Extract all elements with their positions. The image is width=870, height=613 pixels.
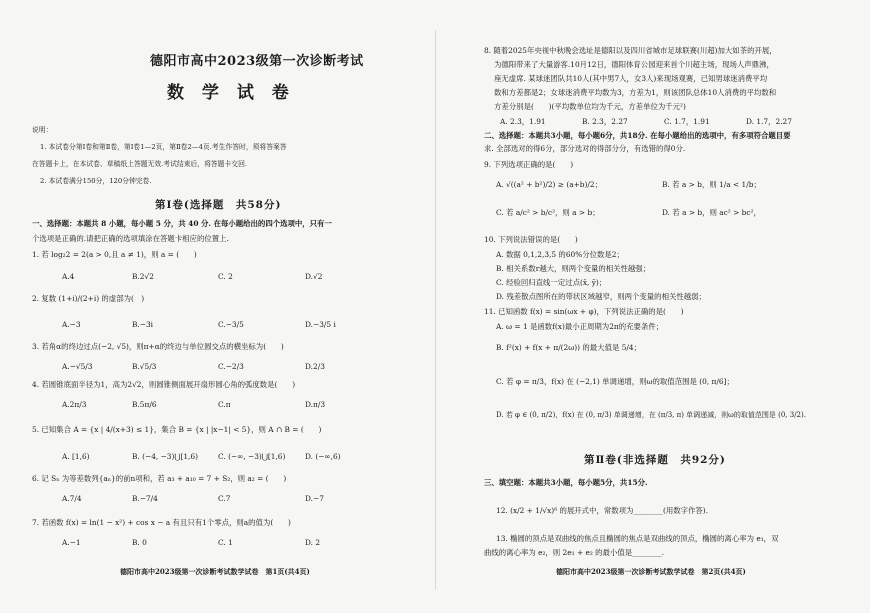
q2-option-b: B.−3i xyxy=(132,320,154,329)
q10-option-b: B. 相关系数r越大，则两个变量的相关性越强； xyxy=(496,264,651,273)
question-7: 7. 若函数 f(x) = ln(1 − x²) + cos x − a 有且只有1个零点，则a的值为( ) xyxy=(32,518,291,527)
q9-option-d: D. 若 a > b，则 ac² > bc²， xyxy=(662,208,761,217)
q5-option-a: A. [1,6) xyxy=(62,452,90,461)
q4-option-d: D.π/3 xyxy=(305,400,326,409)
q7-option-a: A.−1 xyxy=(62,538,81,547)
q3-option-c: C.−2/3 xyxy=(218,362,244,371)
q1-option-d: D.√2 xyxy=(305,272,323,281)
section-2-title: 第Ⅱ卷(非选择题 共92分) xyxy=(584,454,726,466)
q9-option-c: C. 若 a/c² > b/c²，则 a > b； xyxy=(496,208,600,217)
part-2-instructions: 求. 全部选对的得6分，部分选对的得部分分，有选错的得0分. xyxy=(484,144,686,153)
q9-option-a: A. √((a² + b²)/2) ≥ (a+b)/2； xyxy=(496,180,602,189)
question-8-line: 座无虚席. 某球迷团队共10人(其中男7人，女3人)来现场观赛，已知男球迷消费平均 xyxy=(494,74,768,83)
q9-option-b: B. 若 a > b，则 1/a < 1/b； xyxy=(662,180,761,189)
q11-option-a: A. ω = 1 是函数f(x)最小正周期为2π的充要条件； xyxy=(496,322,664,331)
q5-option-c: C. (−∞, −3)⋃[1,6) xyxy=(218,452,286,461)
q4-option-b: B.5π/6 xyxy=(132,400,157,409)
q6-option-b: B.−7/4 xyxy=(132,494,158,503)
q4-option-c: C.π xyxy=(218,400,231,409)
question-6: 6. 记 Sₙ 为等差数列{aₙ}的前n项和，若 a₃ + a₁₀ = 7 + S₂，则 a₂ = ( ) xyxy=(32,474,287,483)
part-3-instructions: 三、填空题：本题共3小题，每小题5分，共15分. xyxy=(484,478,648,487)
subject-title: 数 学 试 卷 xyxy=(167,83,295,103)
q10-option-a: A. 数据 0,1,2,3,5 的60%分位数是2； xyxy=(496,250,624,259)
page-2 xyxy=(436,0,870,613)
q11-option-c: C. 若 φ = π/3，f(x) 在 (−2,1) 单调递增，则ω的取值范围是 (0, π/6]； xyxy=(496,377,734,386)
q6-option-c: C.7 xyxy=(218,494,231,503)
page-footer: 德阳市高中2023级第一次诊断考试数学试卷 第2页(共4页) xyxy=(556,567,746,576)
q8-option-a: A. 2.3，1.91 xyxy=(500,117,546,126)
q7-option-c: C. 1 xyxy=(218,538,233,547)
q3-option-d: D.2/3 xyxy=(305,362,325,371)
question-1: 1. 若 log₂2 = 2(a > 0,且 a ≠ 1)，则 a = ( ) xyxy=(32,250,197,259)
q10-option-c: C. 经验回归直线一定过点(x̄, ȳ)； xyxy=(496,278,607,287)
note-line: 1. 本试卷分第Ⅰ卷和第Ⅱ卷，第Ⅰ卷1—2页，第Ⅱ卷2—4页.考生作答时，须将答案答 xyxy=(40,143,287,151)
exam-title: 德阳市高中2023级第一次诊断考试 xyxy=(150,54,364,69)
q8-option-c: C. 1.7，1.91 xyxy=(664,117,710,126)
note-line: 在答题卡上，在本试卷、草稿纸上答题无效.考试结束后，将答题卡交回. xyxy=(32,160,248,168)
q8-option-d: D. 1.7，2.27 xyxy=(746,117,792,126)
question-10: 10. 下列说法错误的是( ) xyxy=(484,235,578,244)
part-1-instructions: 个选项是正确的.请把正确的选项填涂在答题卡相应的位置上. xyxy=(32,234,229,243)
question-8-line: 为德阳带来了大量游客.10月12日，德阳体育公园迎来首个川超主场，现场人声鼎沸， xyxy=(494,60,774,69)
question-13-line: 曲线的离心率为 e₂，则 2e₁ + e₂ 的最小值是________. xyxy=(484,548,665,557)
note-line: 2. 本试卷满分150分，120分钟完卷. xyxy=(40,177,152,185)
question-11: 11. 已知函数 f(x) = sin(ωx + φ)，下列说法正确的是( ) xyxy=(484,307,684,316)
q10-option-d: D. 残差散点图所在的带状区域越窄，则两个变量的相关性越弱； xyxy=(496,292,706,301)
section-1-title: 第Ⅰ卷(选择题 共58分) xyxy=(155,199,282,211)
q4-option-a: A.2π/3 xyxy=(62,400,87,409)
part-2-instructions: 二、选择题：本题共3小题，每小题6分，共18分. 在每小题给出的选项中，有多项符合题目要 xyxy=(484,131,791,140)
q11-option-b: B. f²(x) + f(x + π/(2ω)) 的最大值是 5/4； xyxy=(496,343,641,352)
q7-option-b: B. 0 xyxy=(132,538,147,547)
q2-option-a: A.−3 xyxy=(62,320,81,329)
q6-option-a: A.7/4 xyxy=(62,494,82,503)
q1-option-a: A.4 xyxy=(62,272,75,281)
q1-option-c: C. 2 xyxy=(218,272,233,281)
q8-option-b: B. 2.3，2.27 xyxy=(582,117,628,126)
q1-option-b: B.2√2 xyxy=(132,272,154,281)
question-12: 12. (x/2 + 1/√x)⁶ 的展开式中，常数项为________(用数字作答). xyxy=(496,506,709,515)
q7-option-d: D. 2 xyxy=(305,538,321,547)
question-4: 4. 若圆锥底面半径为1，高为2√2，则圆锥侧面展开扇形圆心角的弧度数是( ) xyxy=(32,380,296,389)
notes-heading: 说明： xyxy=(32,126,53,134)
q3-option-b: B.√5/3 xyxy=(132,362,157,371)
question-2: 2. 复数 (1+i)/(2+i) 的虚部为( ) xyxy=(32,294,145,303)
q11-option-d: D. 若 φ ∈ (0, π/2)，f(x) 在 (0, π/3) 单调递增，在 (π/3, π) 单调递减，则ω的取值范围是 (0, 3/2). xyxy=(496,411,806,419)
question-8-line: 方差分别是( )(平均数单位均为千元，方差单位为千元²) xyxy=(494,102,686,111)
q2-option-d: D.−3/5 i xyxy=(305,320,336,329)
question-13: 13. 椭圆的顶点是双曲线的焦点且椭圆的焦点是双曲线的顶点，椭圆的离心率为 e₁，双 xyxy=(496,534,779,543)
q6-option-d: D.−7 xyxy=(305,494,324,503)
q2-option-c: C.−3/5 xyxy=(218,320,244,329)
q5-option-d: D. (−∞,6) xyxy=(305,452,341,461)
question-3: 3. 若角α的终边过点(−2, √5)，则π+α的终边与单位圆交点的横坐标为( ) xyxy=(32,342,284,351)
q5-option-b: B. (−4, −3)⋃[1,6) xyxy=(132,452,198,461)
question-5: 5. 已知集合 A = {x | 4/(x+3) ≤ 1}，集合 B = {x | |x−1| < 5}，则 A ∩ B = ( ) xyxy=(32,425,322,434)
q3-option-a: A.−√5/3 xyxy=(62,362,93,371)
part-1-instructions: 一、选择题：本题共 8 小题，每小题 5 分，共 40 分. 在每小题给出的四个选项中，只有一 xyxy=(32,219,332,228)
question-8-line: 数和方差都是2；女球迷消费平均数为3，方差为1，则该团队总体10人消费的平均数和 xyxy=(494,88,777,97)
page-footer: 德阳市高中2023级第一次诊断考试数学试卷 第1页(共4页) xyxy=(120,567,310,576)
question-8: 8. 随着2025年央视中秋晚会选址是德阳以及四川省城市足球联赛(川超)加大如茶的开展， xyxy=(484,46,777,55)
question-9: 9. 下列选项正确的是( ) xyxy=(484,160,574,169)
